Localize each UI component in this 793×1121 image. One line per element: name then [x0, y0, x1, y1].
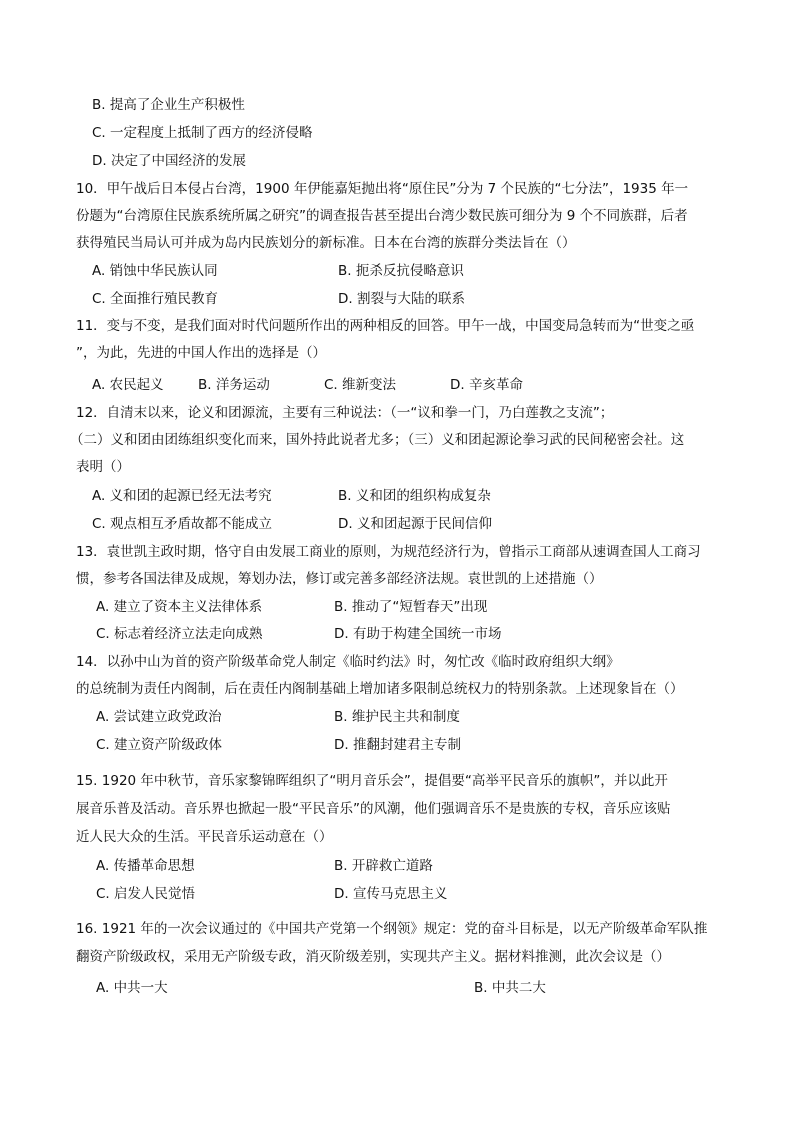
prev-option-b[interactable]: B. 提高了企业生产积极性 [92, 97, 245, 113]
q15-option-d[interactable]: D. 宣传马克思主义 [334, 886, 448, 902]
q12-option-a[interactable]: A. 义和团的起源已经无法考究 [92, 488, 272, 504]
q14-option-a[interactable]: A. 尝试建立政党政治 [96, 709, 222, 725]
q11-stem-line-1: 11．变与不变，是我们面对时代问题所作出的两种相反的回答。甲午一战，中国变局急转而为“世变之亟 [76, 318, 695, 334]
q12-stem-line-3: 表明（） [76, 459, 130, 475]
q14-stem-line-2: 的总统制为责任内阁制，后在责任内阁制基础上增加诸多限制总统权力的特别条款。上述现象旨在（） [76, 681, 684, 697]
q11-option-c[interactable]: C. 维新变法 [324, 377, 397, 393]
q14-option-c[interactable]: C. 建立资产阶级政体 [96, 737, 223, 753]
q11-option-a[interactable]: A. 农民起义 [92, 377, 164, 393]
q13-stem-line-2: 惯，参考各国法律及成规，筹划办法，修订或完善多部经济法规。袁世凯的上述措施（） [76, 571, 603, 587]
q10-stem-line-1: 10．甲午战后日本侵占台湾，1900 年伊能嘉矩抛出将“原住民”分为 7 个民族的“七分法”，1935 年一 [76, 181, 689, 197]
q15-option-a[interactable]: A. 传播革命思想 [96, 858, 195, 874]
q12-option-b[interactable]: B. 义和团的组织构成复杂 [338, 488, 491, 504]
q12-option-c[interactable]: C. 观点相互矛盾故都不能成立 [92, 516, 273, 532]
q14-stem-line-1: 14．以孙中山为首的资产阶级革命党人制定《临时约法》时，匆忙改《临时政府组织大纲》 [76, 654, 620, 670]
q10-option-b[interactable]: B. 扼杀反抗侵略意识 [338, 263, 464, 279]
q16-option-b[interactable]: B. 中共二大 [474, 980, 546, 996]
q10-option-d[interactable]: D. 割裂与大陆的联系 [338, 291, 465, 307]
q12-option-d[interactable]: D. 义和团起源于民间信仰 [338, 516, 492, 532]
q13-option-a[interactable]: A. 建立了资本主义法律体系 [96, 599, 263, 615]
q11-stem-line-2: ”，为此，先进的中国人作出的选择是（） [76, 345, 326, 361]
prev-option-d[interactable]: D. 决定了中国经济的发展 [92, 153, 246, 169]
q12-stem-line-1: 12．自清末以来，论义和团源流，主要有三种说法：（一“议和拳一门，乃白莲教之支流”； [76, 405, 614, 421]
q16-stem-line-1: 16. 1921 年的一次会议通过的《中国共产党第一个纲领》规定：党的奋斗目标是，以无产阶级革命军队推 [76, 921, 708, 937]
q16-option-a[interactable]: A. 中共一大 [96, 980, 168, 996]
q16-stem-line-2: 翻资产阶级政权，采用无产阶级专政，消灭阶级差别，实现共产主义。据材料推测，此次会议是（） [76, 949, 670, 965]
q10-stem-line-2: 份题为“台湾原住民族系统所属之研究”的调查报告甚至提出台湾少数民族可细分为 9 个不同族群，后者 [76, 208, 688, 224]
q14-option-b[interactable]: B. 维护民主共和制度 [334, 709, 460, 725]
q12-stem-line-2: （二）义和团由团练组织变化而来，国外持此说者尤多；（三）义和团起源论拳习武的民间秘密会社。这 [70, 432, 685, 448]
q10-option-c[interactable]: C. 全面推行殖民教育 [92, 291, 219, 307]
q13-option-d[interactable]: D. 有助于构建全国统一市场 [334, 626, 502, 642]
q15-stem-line-2: 展音乐普及活动。音乐界也掀起一股“平民音乐”的风潮，他们强调音乐不是贵族的专权，音乐应该贴 [76, 801, 671, 817]
q14-option-d[interactable]: D. 推翻封建君主专制 [334, 737, 461, 753]
q11-option-d[interactable]: D. 辛亥革命 [450, 377, 523, 393]
q13-stem-line-1: 13．袁世凯主政时期，恪守自由发展工商业的原则，为规范经济行为，曾指示工商部从速调查国人工商习 [76, 544, 701, 560]
q11-option-b[interactable]: B. 洋务运动 [198, 377, 270, 393]
q13-option-b[interactable]: B. 推动了“短暂春天”出现 [334, 599, 488, 615]
q10-option-a[interactable]: A. 销蚀中华民族认同 [92, 263, 218, 279]
q15-option-b[interactable]: B. 开辟救亡道路 [334, 858, 433, 874]
q15-option-c[interactable]: C. 启发人民觉悟 [96, 886, 196, 902]
q15-stem-line-3: 近人民大众的生活。平民音乐运动意在（） [76, 829, 333, 845]
q10-stem-line-3: 获得殖民当局认可并成为岛内民族划分的新标准。日本在台湾的族群分类法旨在（） [76, 235, 576, 251]
q13-option-c[interactable]: C. 标志着经济立法走向成熟 [96, 626, 263, 642]
q15-stem-line-1: 15. 1920 年中秋节，音乐家黎锦晖组织了“明月音乐会”，提倡要“高举平民音乐的旗帜”，并以此开 [76, 773, 668, 789]
prev-option-c[interactable]: C. 一定程度上抵制了西方的经济侵略 [92, 125, 313, 141]
